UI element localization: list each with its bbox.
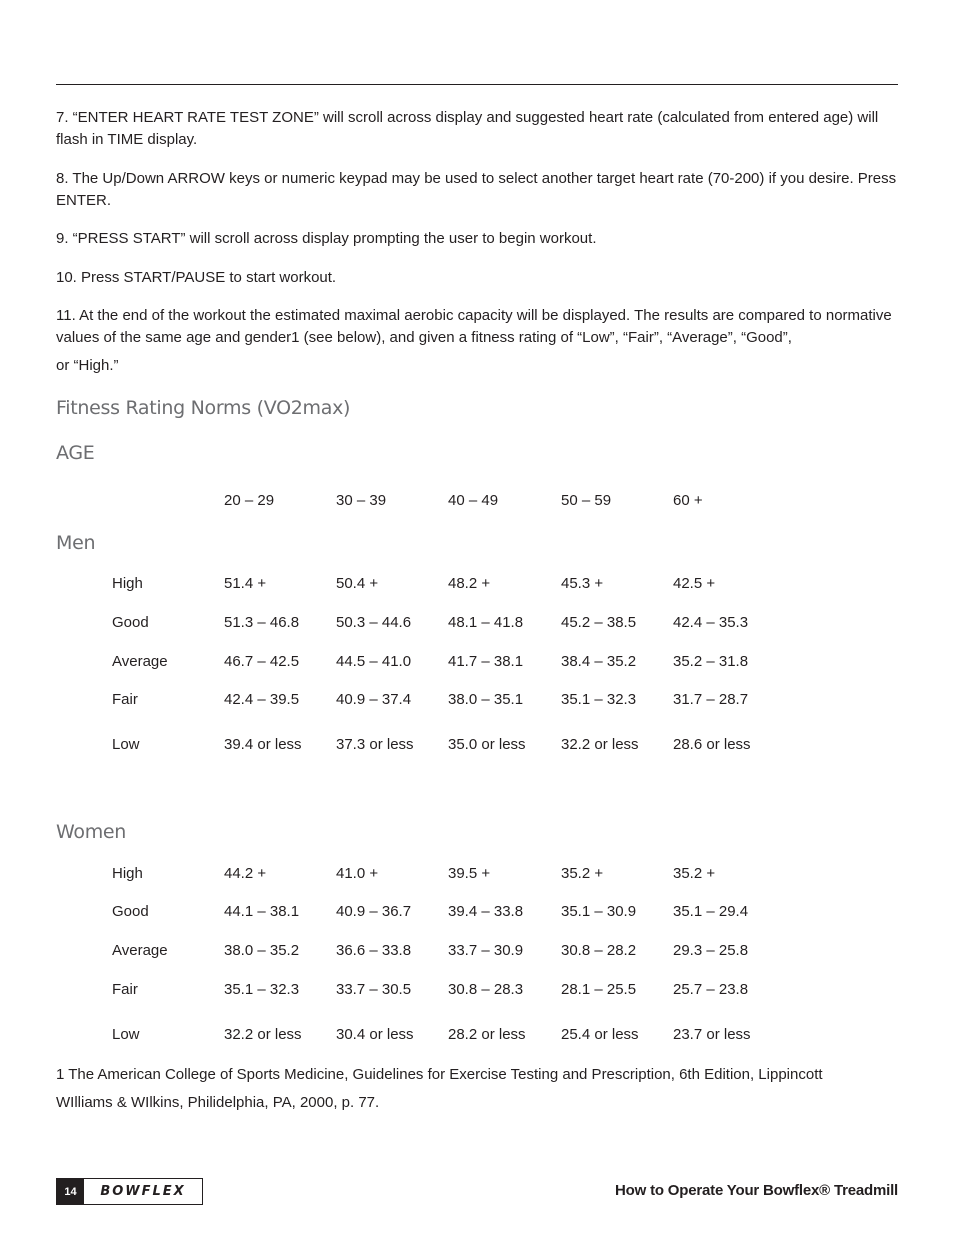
norm-value: 30.8 – 28.2 xyxy=(561,942,637,959)
section-title: Fitness Rating Norms (VO2max) xyxy=(56,397,351,419)
age-group: 40 – 49 xyxy=(448,492,499,509)
norm-value: 32.2 or less xyxy=(224,1026,302,1043)
norm-value: 42.4 – 35.3 xyxy=(673,614,749,631)
men-heading: Men xyxy=(56,532,96,554)
rating-label: Good xyxy=(112,903,149,920)
norm-value: 38.4 – 35.2 xyxy=(561,653,637,670)
norm-value: 40.9 – 37.4 xyxy=(336,691,412,708)
footnote xyxy=(56,1061,898,1117)
footnote-line-1: 1 The American College of Sports Medicine, Guidelines for Exercise Testing and Prescription, 6th Edition, Lippincott xyxy=(56,1066,823,1083)
rating-label: High xyxy=(112,865,143,882)
norm-value: 44.5 – 41.0 xyxy=(336,653,412,670)
rating-label: Average xyxy=(112,942,168,959)
rating-label: Good xyxy=(112,614,149,631)
norm-value: 50.4 + xyxy=(336,575,379,592)
age-group: 20 – 29 xyxy=(224,492,275,509)
age-heading: AGE xyxy=(56,442,95,464)
norm-value: 39.4 – 33.8 xyxy=(448,903,524,920)
norm-value: 45.2 – 38.5 xyxy=(561,614,637,631)
age-group: 60 + xyxy=(673,492,703,509)
header-rule xyxy=(56,84,898,85)
norm-value: 41.0 + xyxy=(336,865,379,882)
norm-value: 44.2 + xyxy=(224,865,267,882)
norm-value: 30.4 or less xyxy=(336,1026,414,1043)
norm-value: 45.3 + xyxy=(561,575,604,592)
footer-badge xyxy=(56,1178,203,1205)
norm-value: 30.8 – 28.3 xyxy=(448,981,524,998)
rating-label: Fair xyxy=(112,691,138,708)
norm-value: 50.3 – 44.6 xyxy=(336,614,412,631)
norm-value: 35.1 – 29.4 xyxy=(673,903,749,920)
norm-value: 35.1 – 32.3 xyxy=(224,981,300,998)
norm-value: 29.3 – 25.8 xyxy=(673,942,749,959)
norm-value: 51.3 – 46.8 xyxy=(224,614,300,631)
norm-value: 38.0 – 35.2 xyxy=(224,942,300,959)
norm-value: 35.1 – 32.3 xyxy=(561,691,637,708)
step-11-text: 11. At the end of the workout the estimated maximal aerobic capacity will be displayed. The results are compared to normative values of the same age and gender1 (see below), and given a fitness rating of “Low”, “Fair”, “Average”, “Good”, xyxy=(56,307,892,346)
footnote-line-2: WIlliams & WIlkins, Philidelphia, PA, 2000, p. 77. xyxy=(56,1094,380,1111)
page-number: 14 xyxy=(57,1179,84,1204)
rating-label: Low xyxy=(112,736,140,753)
brand-logo: BOWFLEX xyxy=(100,1184,186,1199)
rating-label: High xyxy=(112,575,143,592)
norm-value: 51.4 + xyxy=(224,575,267,592)
norm-value: 35.2 + xyxy=(673,865,716,882)
norm-value: 32.2 or less xyxy=(561,736,639,753)
rating-label: Low xyxy=(112,1026,140,1043)
norm-value: 31.7 – 28.7 xyxy=(673,691,749,708)
women-heading: Women xyxy=(56,821,127,843)
norm-value: 28.1 – 25.5 xyxy=(561,981,637,998)
norm-value: 41.7 – 38.1 xyxy=(448,653,524,670)
norm-value: 28.6 or less xyxy=(673,736,751,753)
norm-value: 37.3 or less xyxy=(336,736,414,753)
step-11 xyxy=(56,305,898,377)
step-10: 10. Press START/PAUSE to start workout. xyxy=(56,269,337,286)
step-8: 8. The Up/Down ARROW keys or numeric keypad may be used to select another target heart rate (70-200) if you desire. Press ENTER. xyxy=(56,170,897,209)
norm-value: 46.7 – 42.5 xyxy=(224,653,300,670)
norm-value: 25.4 or less xyxy=(561,1026,639,1043)
norm-value: 33.7 – 30.5 xyxy=(336,981,412,998)
norm-value: 35.0 or less xyxy=(448,736,526,753)
norm-value: 28.2 or less xyxy=(448,1026,526,1043)
norm-value: 25.7 – 23.8 xyxy=(673,981,749,998)
norm-value: 39.5 + xyxy=(448,865,491,882)
step-7: 7. “ENTER HEART RATE TEST ZONE” will scroll across display and suggested heart rate (calculated from entered age) will flash in TIME display. xyxy=(56,109,879,148)
norm-value: 42.5 + xyxy=(673,575,716,592)
norm-value: 36.6 – 33.8 xyxy=(336,942,412,959)
norm-value: 35.1 – 30.9 xyxy=(561,903,637,920)
norm-value: 48.2 + xyxy=(448,575,491,592)
norm-value: 40.9 – 36.7 xyxy=(336,903,412,920)
age-group: 30 – 39 xyxy=(336,492,387,509)
norm-value: 35.2 – 31.8 xyxy=(673,653,749,670)
rating-label: Fair xyxy=(112,981,138,998)
norm-value: 33.7 – 30.9 xyxy=(448,942,524,959)
norm-value: 42.4 – 39.5 xyxy=(224,691,300,708)
norm-value: 38.0 – 35.1 xyxy=(448,691,524,708)
footer-title: How to Operate Your Bowflex® Treadmill xyxy=(615,1182,898,1199)
norm-value: 39.4 or less xyxy=(224,736,302,753)
rating-label: Average xyxy=(112,653,168,670)
norm-value: 23.7 or less xyxy=(673,1026,751,1043)
step-11-end: or “High.” xyxy=(56,357,119,374)
age-group: 50 – 59 xyxy=(561,492,612,509)
step-9: 9. “PRESS START” will scroll across display prompting the user to begin workout. xyxy=(56,230,597,247)
norm-value: 44.1 – 38.1 xyxy=(224,903,300,920)
norm-value: 35.2 + xyxy=(561,865,604,882)
norm-value: 48.1 – 41.8 xyxy=(448,614,524,631)
